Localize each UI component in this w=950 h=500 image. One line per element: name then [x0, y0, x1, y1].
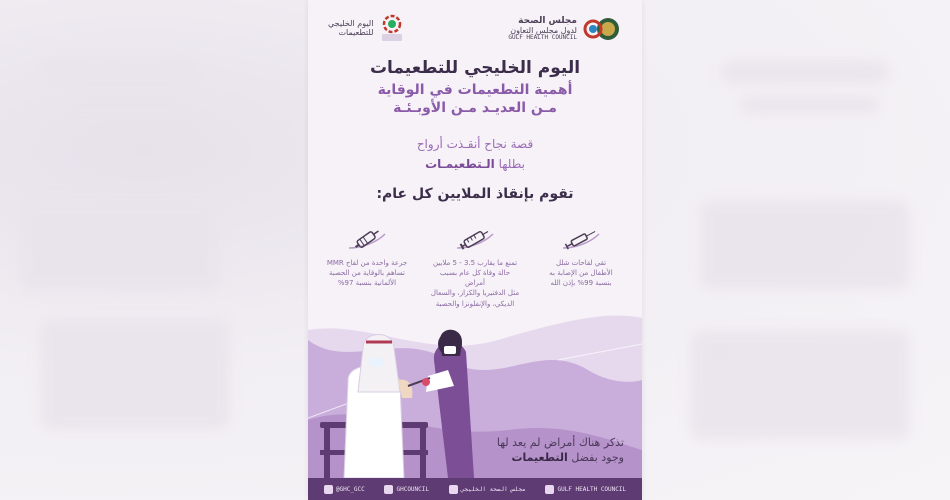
closing-line2 — [474, 451, 624, 466]
fact-column-deaths — [430, 226, 520, 309]
polio-line2: الأطفال من الإصابة به — [549, 269, 613, 278]
blur-ghost — [720, 60, 890, 84]
blur-ghost — [690, 330, 910, 440]
deaths-line4: الديكي، والإنفلونزا والحصبة — [435, 299, 515, 308]
blur-ghost — [700, 200, 910, 290]
vaccine-logo-line2: للتطعيمات — [338, 28, 374, 37]
closing-line1: تذكر هناك أمراض لم يعد لها — [496, 436, 624, 450]
vaccine-logo-line1: اليوم الخليجي — [328, 18, 374, 28]
deaths-line3: مثل الدفتيريا والكزاز، والسعال — [430, 289, 520, 298]
story-highlight: الـتطعيمـات — [425, 156, 495, 171]
mmr-line1: جرعة واحدة من لقاح MMR — [326, 259, 408, 267]
mmr-line3: الألمانية بنسبة 97% — [337, 279, 397, 288]
syringe-icon — [453, 226, 497, 252]
gcc-line1: مجلس الصحة — [518, 15, 577, 26]
footer-social-handle[interactable] — [324, 485, 365, 494]
blur-ghost — [40, 320, 230, 430]
closing-highlight: التطعيمات — [511, 451, 568, 465]
youtube-icon — [384, 485, 393, 494]
gcc-emblem-icon — [582, 12, 622, 46]
gulf-health-council-logo — [508, 12, 622, 46]
needle-icon — [559, 226, 603, 252]
polio-line1: تقي لقاحات شلل — [555, 259, 607, 267]
blur-ghost — [60, 96, 190, 114]
fact-column-polio — [536, 226, 626, 288]
footer-website-ar[interactable] — [449, 485, 526, 494]
blur-ghost — [20, 200, 220, 290]
social-footer — [308, 478, 642, 500]
deaths-line1: تمنع ما يقارب 3.5 - 5 ملايين — [432, 259, 518, 267]
gcc-en: GULF HEALTH COUNCIL — [508, 34, 577, 42]
footer-item-text: GULF HEALTH COUNCIL — [557, 485, 627, 493]
mmr-line2: تساهم بالوقاية من الحصبة — [329, 269, 405, 278]
footer-linkedin[interactable] — [545, 485, 626, 494]
closing-prefix: وجود بفضل — [571, 451, 624, 465]
story-prefix: بطلها — [498, 156, 525, 171]
poster-subtitle — [308, 82, 642, 117]
deaths-line2: حالة وفاة كل عام بسبب أمراض — [439, 269, 511, 288]
linkedin-icon — [545, 485, 554, 494]
blur-ghost — [740, 96, 880, 114]
footer-item-text: GHCOUNCIL — [396, 485, 429, 493]
gcc-line2: لدول مجلس التعاون — [510, 26, 577, 36]
vaccination-day-emblem-icon — [379, 14, 405, 42]
vaccination-poster — [308, 0, 642, 500]
subtitle-line1: أهمية التطعيمات في الوقاية — [377, 82, 573, 98]
blur-ghost — [40, 60, 200, 84]
vaccine-vial-icon — [345, 226, 389, 252]
footer-item-text: @GHC_GCC — [335, 485, 365, 493]
social-icons — [324, 485, 333, 494]
polio-line3: بنسبة 99% بإذن الله — [550, 279, 612, 288]
closing-message — [474, 436, 624, 466]
globe-icon — [449, 485, 458, 494]
gcc-logo-text — [508, 16, 577, 42]
fact-column-mmr — [322, 226, 412, 288]
footer-youtube[interactable] — [384, 485, 429, 494]
vaccination-day-logo — [328, 14, 405, 42]
poster-title: اليوم الخليجي للتطعيمات — [369, 58, 581, 78]
vaccination-day-logo-text — [328, 19, 373, 37]
story-line1: قصة نجاح أنقـذت أرواح — [416, 137, 534, 151]
subtitle-line2: مـن العديـد مـن الأوبـئـة — [393, 99, 557, 116]
lead-heading: تقوم بإنقاذ الملايين كل عام: — [376, 186, 574, 202]
footer-item-text: مجلس الصحة الخليجي — [460, 485, 526, 493]
story-line2 — [308, 155, 642, 175]
success-story — [308, 135, 642, 175]
